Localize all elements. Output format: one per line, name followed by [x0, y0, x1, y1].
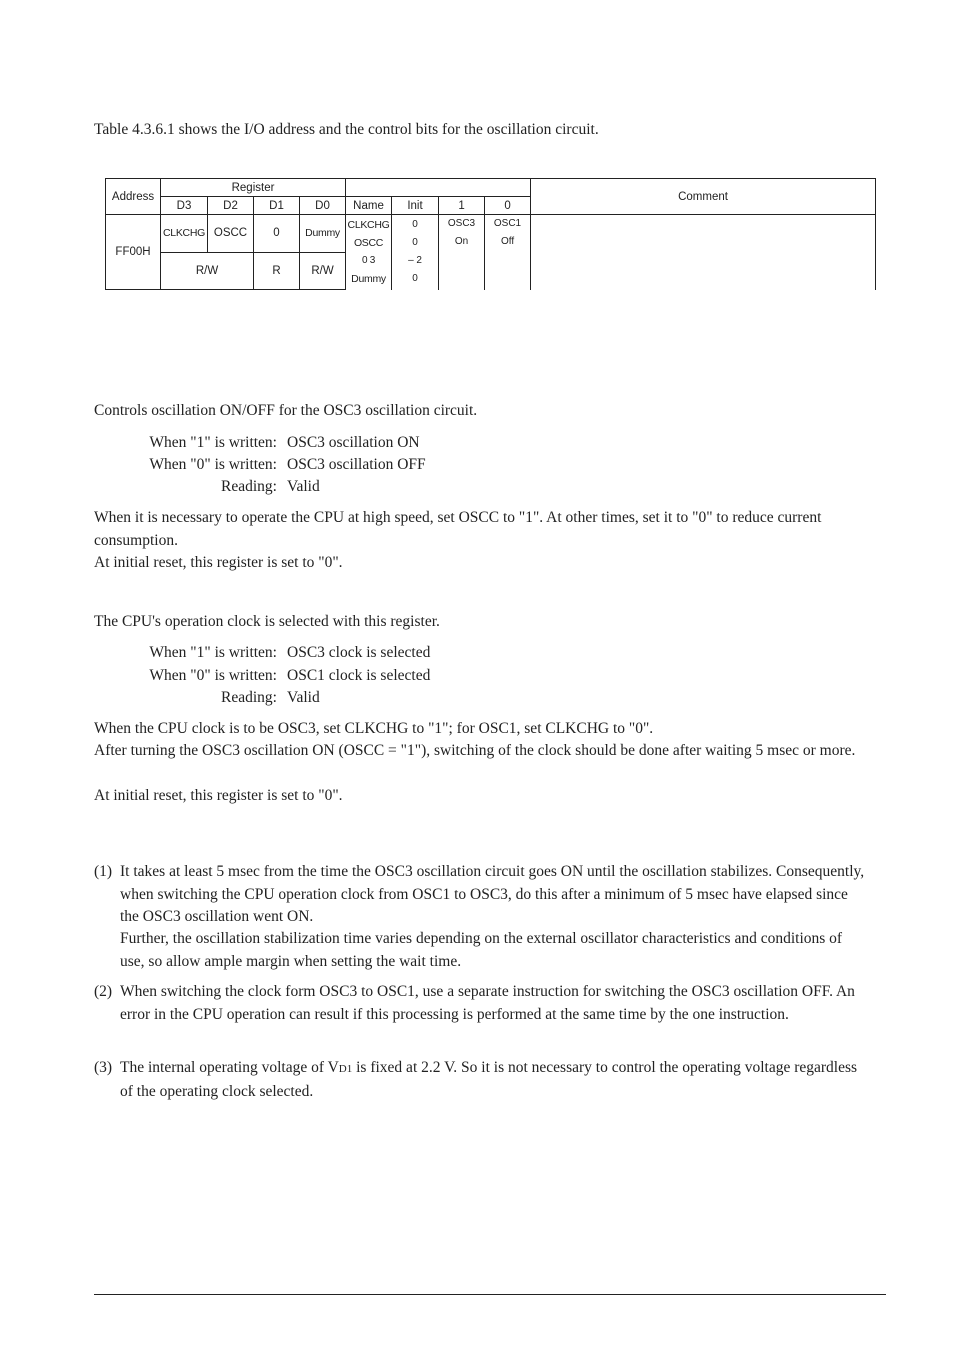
name-oscc: OSCC: [353, 237, 384, 250]
header-zero: 0: [485, 197, 531, 215]
rw-d3-d2: R/W: [161, 252, 254, 289]
name-unused: 0 3: [362, 255, 376, 267]
bit-d3: CLKCHG: [161, 215, 208, 252]
header-one: 1: [439, 197, 485, 215]
vd1-subscript: D1: [338, 1063, 353, 1075]
clkchg-paragraph: After turning the OSC3 oscillation ON (OSCC = "1"), switching of the clock should be done after waiting 5 msec or more.: [94, 742, 856, 759]
zero-osc1: OSC1: [493, 218, 522, 230]
oscc-setting-value: OSC3 oscillation OFF: [287, 456, 426, 473]
header-d1: D1: [254, 197, 300, 215]
bit-d1: 0: [254, 215, 300, 252]
header-init: Init: [392, 197, 439, 215]
header-d2: D2: [208, 197, 254, 215]
clkchg-setting-label: When "1" is written:: [149, 644, 277, 661]
clkchg-setting-value: Valid: [287, 689, 320, 706]
oscc-setting-label: When "1" is written:: [149, 434, 277, 451]
bit-d0: Dummy: [300, 215, 346, 252]
note-number: (3): [94, 1059, 113, 1076]
oscc-description: Controls oscillation ON/OFF for the OSC3 oscillation circuit.: [94, 402, 478, 419]
zero-cell: [485, 215, 531, 290]
oscc-paragraph: When it is necessary to operate the CPU at high speed, set OSCC to "1". At other times, set it to "0" to reduce current consumption.: [94, 509, 822, 549]
clkchg-reset-note: At initial reset, this register is set to "0".: [94, 787, 343, 804]
register-table: [105, 178, 876, 290]
clkchg-setting-value: OSC1 clock is selected: [287, 667, 431, 684]
footer-rule: [94, 1294, 886, 1295]
header-blank: [346, 179, 531, 197]
clkchg-description: The CPU's operation clock is selected with this register.: [94, 613, 440, 630]
oscc-reset-note: At initial reset, this register is set to "0".: [94, 554, 343, 571]
header-register: Register: [161, 179, 346, 197]
note-text-part: The internal operating voltage of V: [120, 1059, 339, 1076]
oscc-setting-label: When "0" is written:: [149, 456, 277, 473]
init-cell: [392, 215, 439, 290]
oscc-setting-value: Valid: [287, 478, 320, 495]
header-d3: D3: [161, 197, 208, 215]
header-d0: D0: [300, 197, 346, 215]
header-address: Address: [106, 179, 161, 215]
rw-d0: R/W: [300, 252, 346, 289]
clkchg-paragraph: When the CPU clock is to be OSC3, set CLKCHG to "1"; for OSC1, set CLKCHG to "0".: [94, 720, 654, 737]
clkchg-setting-label: Reading:: [221, 689, 277, 706]
zero-off: Off: [500, 236, 515, 248]
header-comment: Comment: [531, 179, 876, 215]
one-osc3: OSC3: [447, 218, 476, 230]
clkchg-setting-value: OSC3 clock is selected: [287, 644, 431, 661]
name-cell: [346, 215, 392, 290]
name-clkchg: CLKCHG: [347, 219, 390, 232]
init-unused: – 2: [408, 255, 422, 267]
one-on: On: [454, 236, 469, 248]
init-clkchg: 0: [412, 219, 418, 231]
init-oscc: 0: [412, 237, 418, 249]
oscc-setting-value: OSC3 oscillation ON: [287, 434, 420, 451]
comment-cell: [531, 215, 876, 290]
name-dummy: Dummy: [351, 273, 386, 286]
bit-d2: OSCC: [208, 215, 254, 252]
note-text: Further, the oscillation stabilization time varies depending on the external oscillator characteristics and conditions of use, so allow ample margin when setting the wait time.: [120, 930, 843, 970]
note-number: (1): [94, 863, 113, 880]
one-cell: [439, 215, 485, 290]
note-text: When switching the clock form OSC3 to OSC1, use a separate instruction for switching the OSC3 oscillation OFF. An error in the CPU operation can result if this processing is performed at the same time by the one instruction.: [120, 983, 855, 1023]
address-cell: FF00H: [106, 215, 161, 290]
note-text-part: is fixed at 2.2 V. So it is not necessary to control the operating voltage regardless of the operating clock selected.: [120, 1059, 858, 1100]
clkchg-setting-label: When "0" is written:: [149, 667, 277, 684]
rw-d1: R: [254, 252, 300, 289]
init-dummy: 0: [412, 273, 418, 285]
oscc-setting-label: Reading:: [221, 478, 277, 495]
note-text: It takes at least 5 msec from the time the OSC3 oscillation circuit goes ON until the oscillation stabilizes. Consequently, when switching the CPU operation clock from OSC1 to OSC3, do this after a minimum of 5 msec have elapsed since the OSC3 oscillation went ON.: [120, 863, 865, 925]
note-text: [120, 1057, 870, 1103]
note-number: (2): [94, 983, 113, 1000]
header-name: Name: [346, 197, 392, 215]
intro-text: Table 4.3.6.1 shows the I/O address and the control bits for the oscillation circuit.: [94, 121, 599, 138]
